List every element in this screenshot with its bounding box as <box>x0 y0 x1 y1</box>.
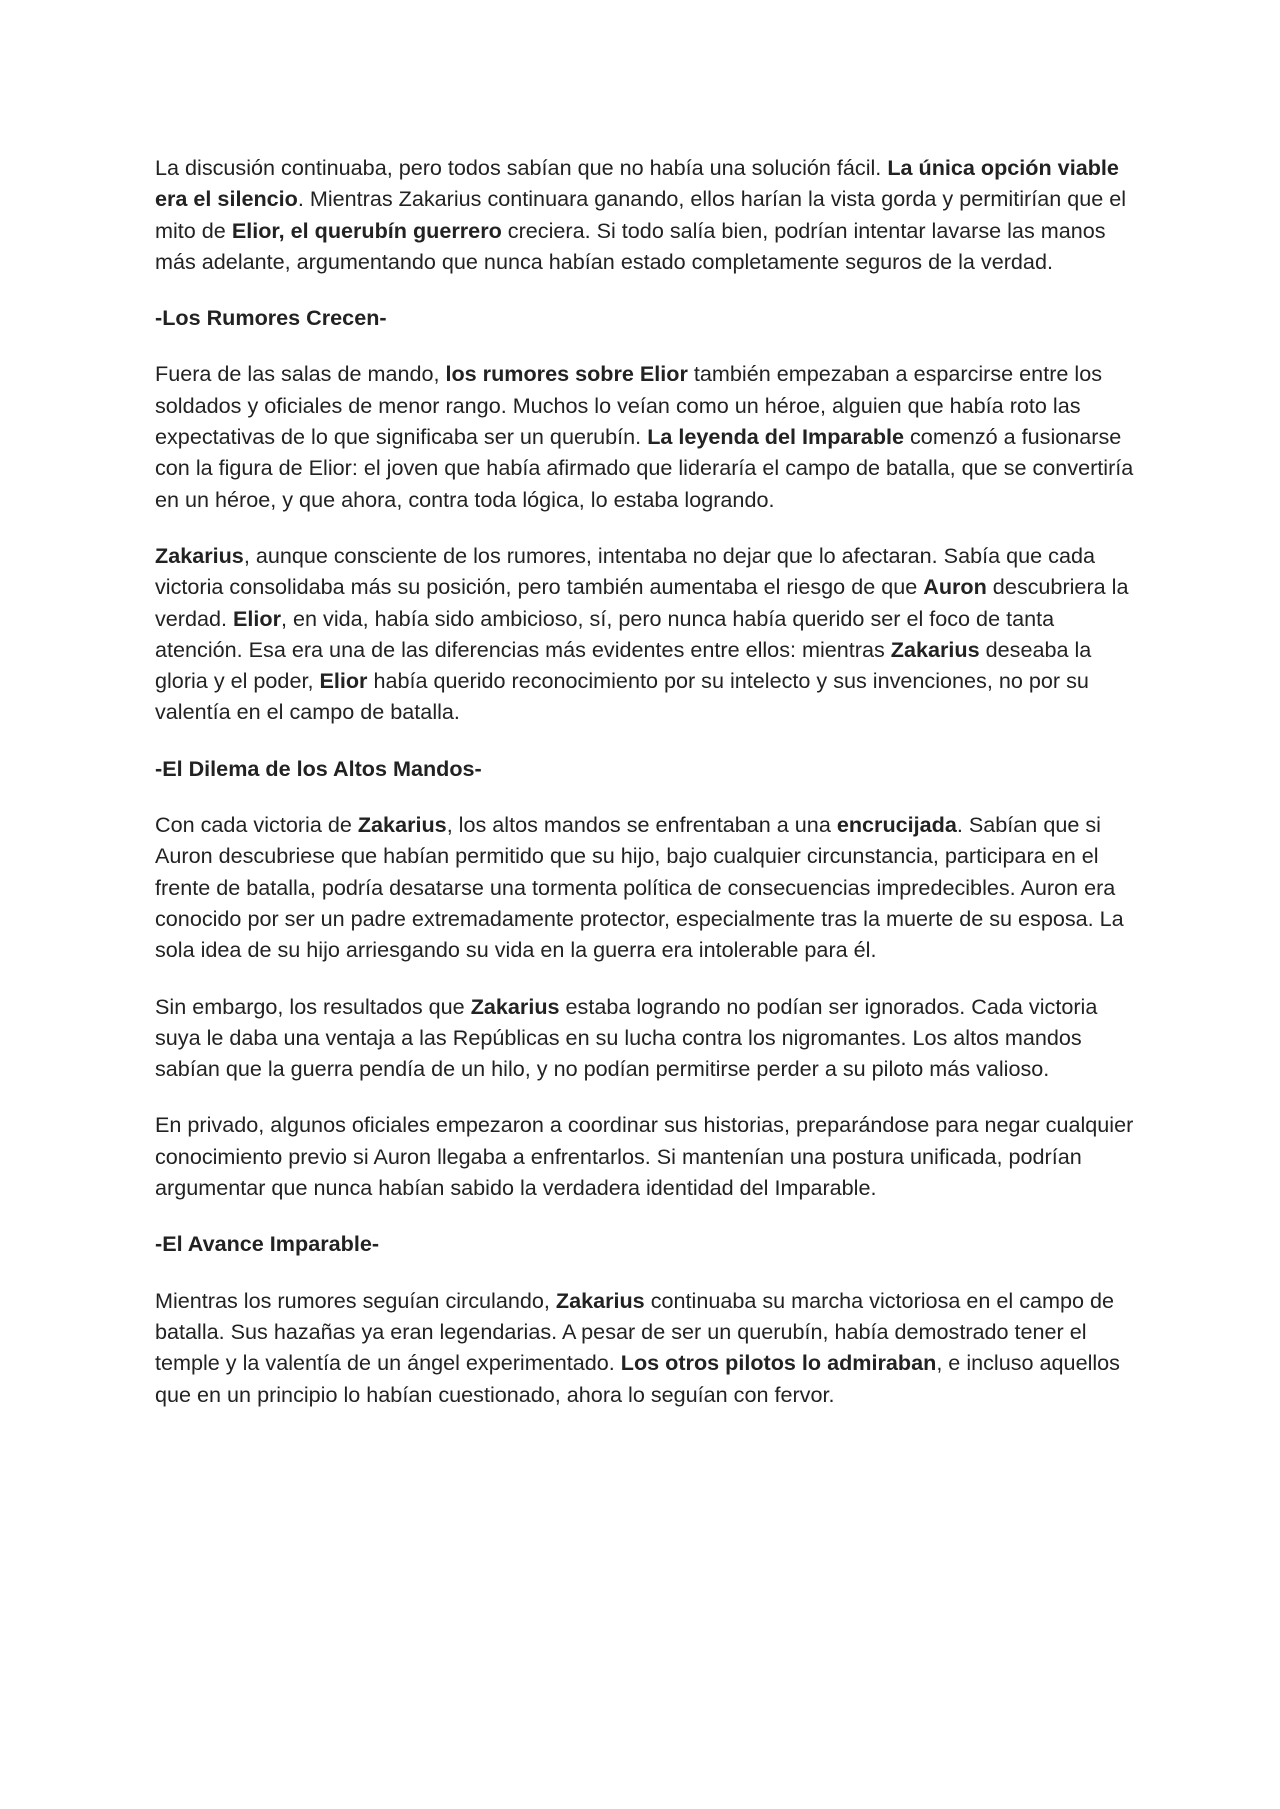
text-run: comenzó a fusionarse con la figura de Elior: el joven que había afirmado que lideraría el campo de batalla, que se convertiría en un héroe, y que ahora, contra toda lógica, lo estaba logrando. <box>155 424 1134 512</box>
text-run: , en vida, había sido ambicioso, sí, pero nunca había querido ser el foco de tanta atención. Esa era una de las diferencias más evidentes entre ellos: mientras <box>155 605 1055 662</box>
text-run: . Sabían que si Auron descubriese que habían permitido que su hijo, bajo cualquier circunstancia, participara en el frente de batalla, podría desatarse una tormenta política de consecuencias impredecibles. Auron era conocido por ser un padre extremadamente protector, especialmente tras la muerte de su esposa. La sola idea de su hijo arriesgando su vida en la guerra era intolerable para él. <box>155 812 1124 963</box>
text-run: Sin embargo, los resultados que <box>155 993 471 1019</box>
paragraph-zakarius <box>155 540 1135 728</box>
text-run: Mientras los rumores seguían circulando, <box>155 1287 556 1313</box>
text-run: continuaba su marcha victoriosa en el campo de batalla. Sus hazañas ya eran legendarias. A pesar de ser un querubín, había demostrado tener el temple y la valentía de un ángel experimentado. <box>155 1287 1115 1376</box>
text-run: deseaba la gloria y el poder, <box>155 636 1092 694</box>
text-run: , aunque consciente de los rumores, intentaba no dejar que lo afectaran. Sabía que cada victoria consolidaba más su posición, pero también aumentaba el riesgo de que <box>155 542 1095 600</box>
text-run: Fuera de las salas de mando, <box>155 361 446 387</box>
text-run: , e incluso aquellos que en un principio lo habían cuestionado, ahora lo seguían con fervor. <box>155 1350 1120 1407</box>
text-run: también empezaban a esparcirse entre los soldados y oficiales de menor rango. Muchos lo veían como un héroe, alguien que había roto las expectativas de lo que significaba ser un querubín. <box>155 361 1102 450</box>
bold-run: La única opción viable era el silencio <box>155 155 1119 212</box>
section-heading-dilema: -El Dilema de los Altos Mandos- <box>155 755 482 781</box>
bold-run: encrucijada <box>836 812 957 838</box>
section-heading-avance: -El Avance Imparable- <box>155 1231 380 1257</box>
paragraph-rumores <box>155 358 1135 514</box>
text-run: descubriera la verdad. <box>155 574 1129 631</box>
bold-run: Elior, el querubín guerrero <box>231 217 502 243</box>
text-run: En privado, algunos oficiales empezaron a coordinar sus historias, preparándose para negar cualquier conocimiento previo si Auron llegaba a enfrentarlos. Si mantenían una postura unificada, podrían argumentar que nunca habían sabido la verdadera identidad del Imparable. <box>155 1112 1134 1201</box>
text-run: . Mientras Zakarius continuara ganando, ellos harían la vista gorda y permitirían que el mito de <box>155 186 1127 243</box>
section-heading-rumores: -Los Rumores Crecen- <box>155 305 387 331</box>
bold-run: Auron <box>923 574 987 600</box>
bold-run: Zakarius <box>890 636 980 662</box>
text-run: Con cada victoria de <box>155 812 358 838</box>
bold-run: La leyenda del Imparable <box>647 424 905 450</box>
text-run: había querido reconocimiento por su intelecto y sus invenciones, no por su valentía en el campo de batalla. <box>155 668 1089 725</box>
bold-run: Elior <box>319 668 368 694</box>
text-run: , los altos mandos se enfrentaban a una <box>446 812 837 838</box>
bold-run: Zakarius <box>155 542 244 568</box>
text-run: estaba logrando no podían ser ignorados. Cada victoria suya le daba una ventaja a las Repúblicas en su lucha contra los nigromantes. Los altos mandos sabían que la guerra pendía de un hilo, y no podían permitirse perder a su piloto más valioso. <box>155 993 1098 1082</box>
document-page <box>155 152 1135 1435</box>
bold-run: Zakarius <box>555 1287 645 1313</box>
bold-run: los rumores sobre Elior <box>445 361 688 387</box>
paragraph-avance <box>155 1285 1135 1410</box>
text-run: La discusión continuaba, pero todos sabían que no había una solución fácil. <box>155 155 888 180</box>
bold-run: Elior <box>233 605 282 631</box>
bold-run: Zakarius <box>470 993 560 1019</box>
paragraph-encrucijada <box>155 809 1135 965</box>
paragraph-resultados <box>155 991 1135 1085</box>
paragraph-privado <box>155 1109 1135 1203</box>
bold-run: Zakarius <box>357 812 447 838</box>
paragraph-silence <box>155 152 1135 277</box>
bold-run: Los otros pilotos lo admiraban <box>620 1350 937 1376</box>
text-run: creciera. Si todo salía bien, podrían intentar lavarse las manos más adelante, argumentando que nunca habían estado completamente seguros de la verdad. <box>155 217 1106 274</box>
